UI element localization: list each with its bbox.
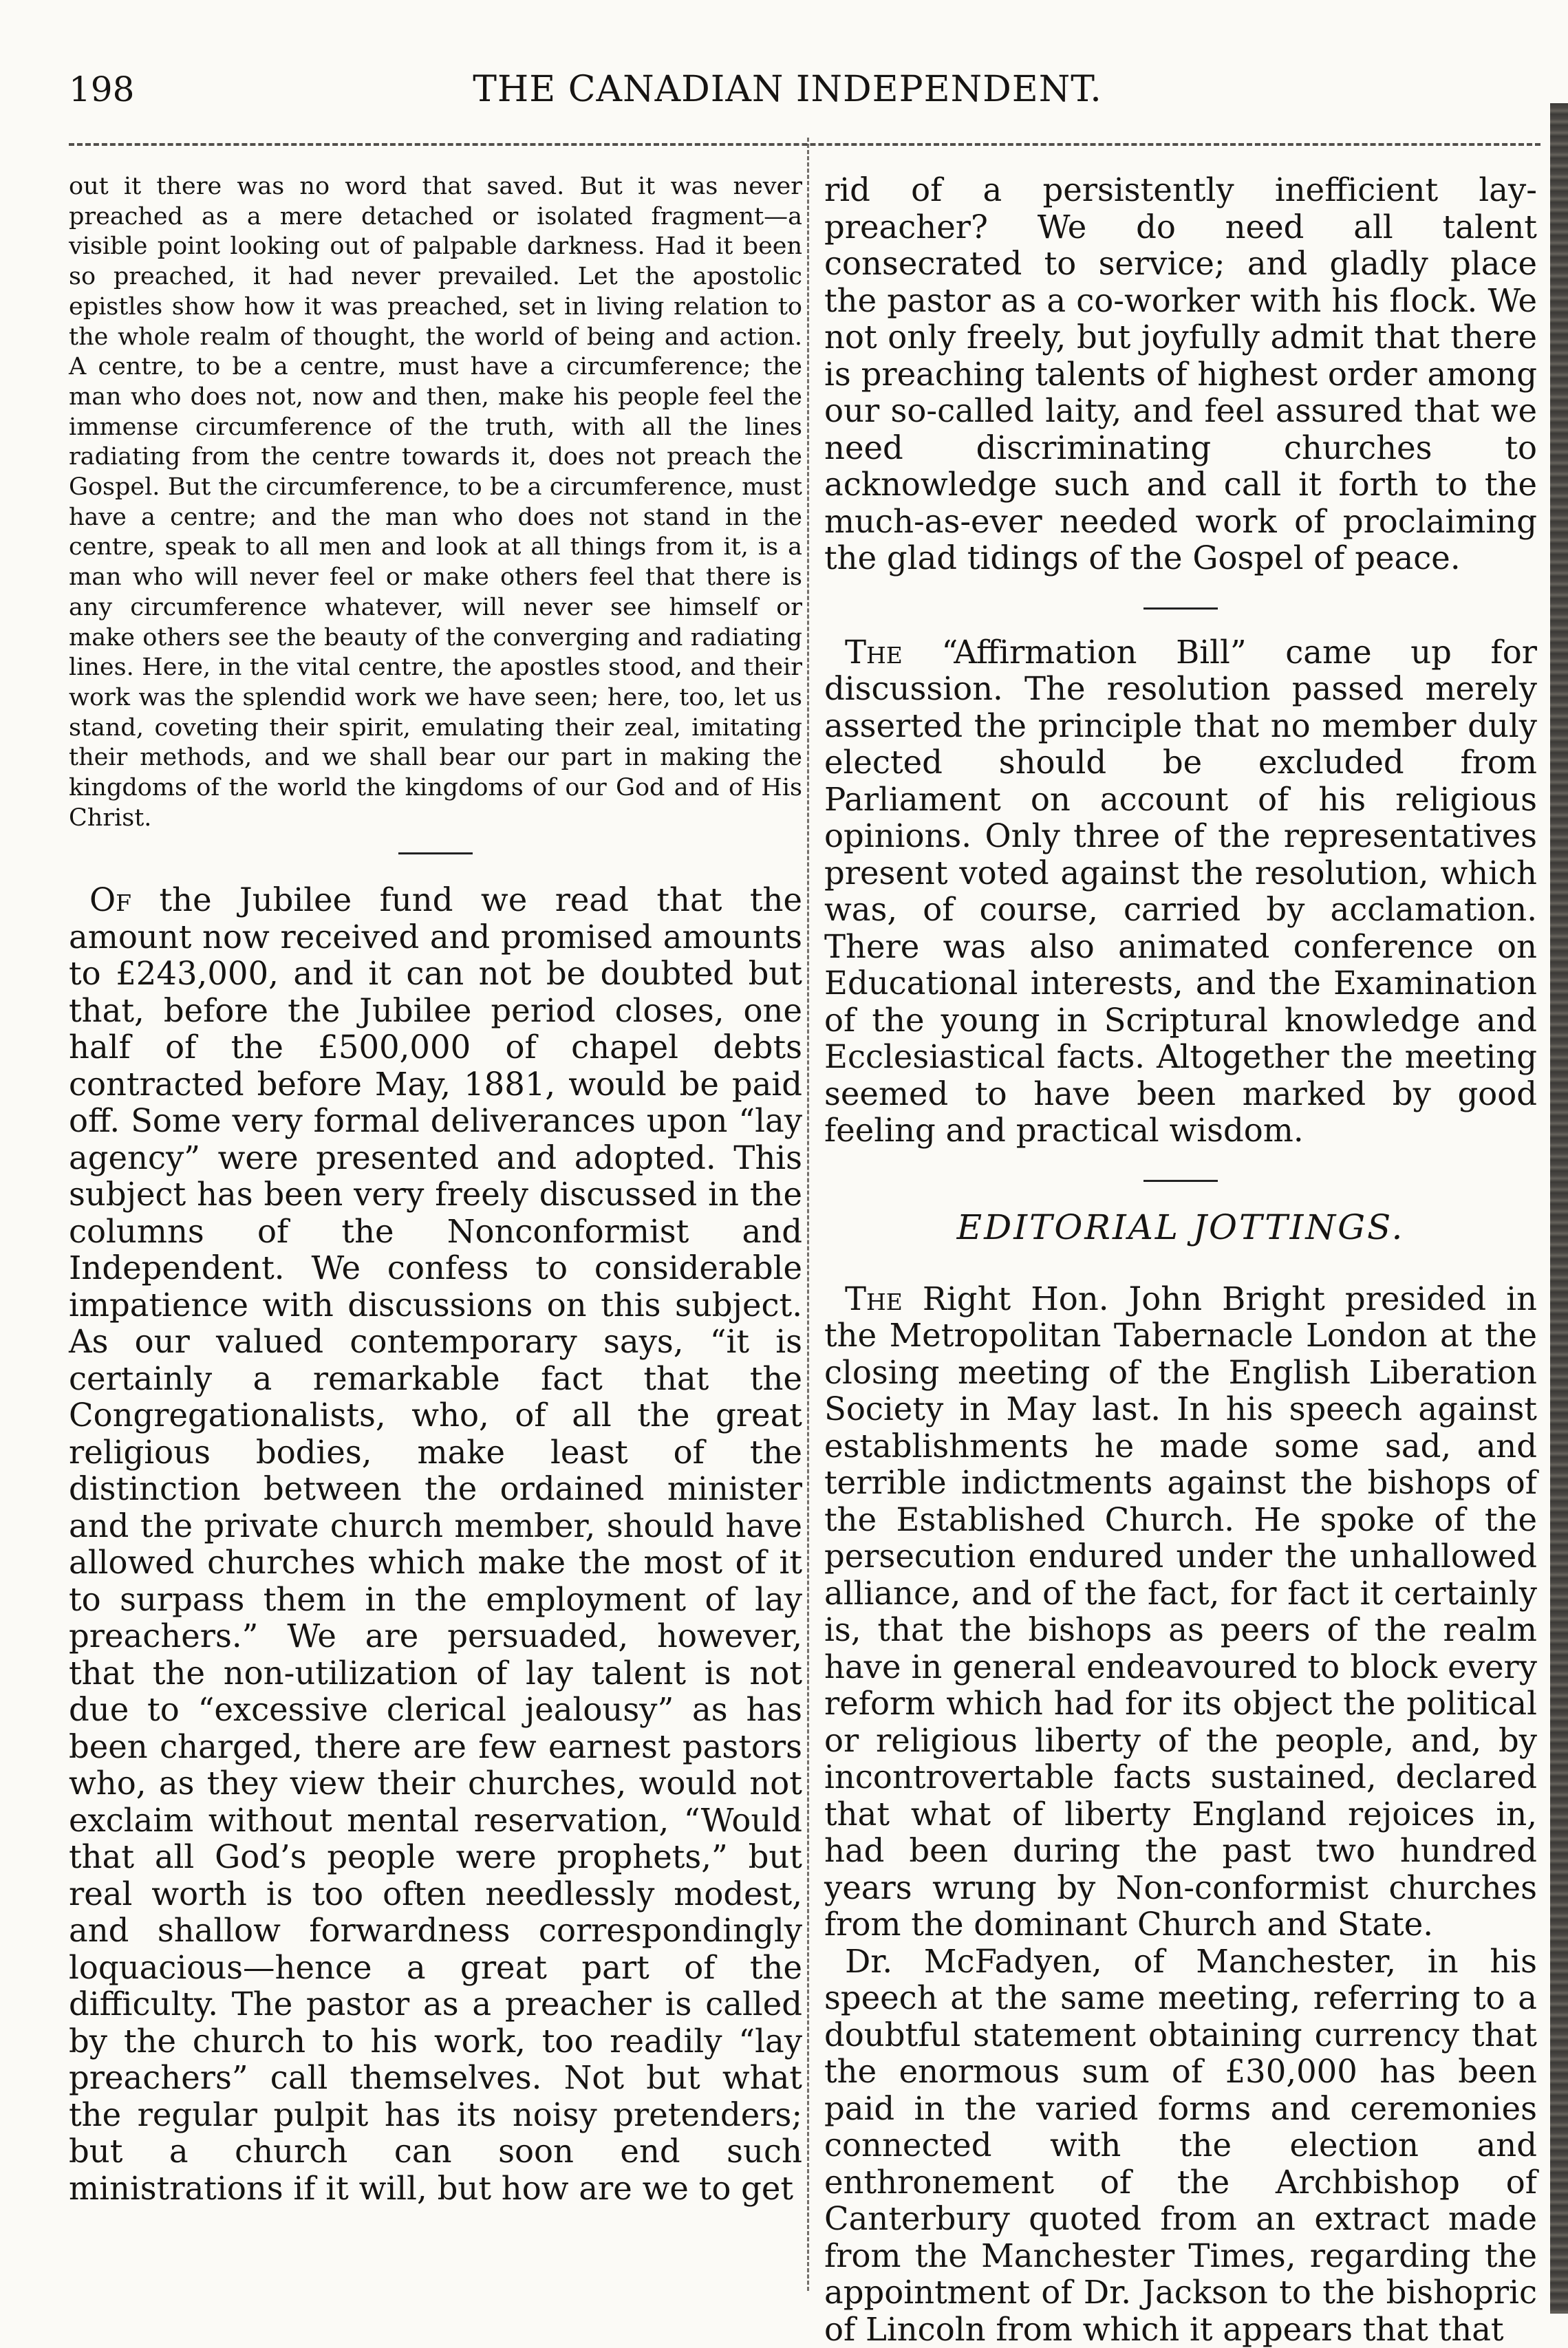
page-number: 198 [69,69,134,110]
bright-text: Right Hon. John Bright presided in the Metropolitan Tabernacle London at the closing meeting of the English Liberation Society in May last. In his speech against establishments he made some sad, and terrible indictments against the bishops of the Established Church. He spoke of the persecution endured under the unhallowed alliance, and of the fact, for fact it certainly is, that the bishops as peers of the realm have in general endeavoured to block every reform which had for its object the political or religious liberty of the people, and, by incontrovertable facts sustained, declared that what of liberty England rejoices in, had been during the past two hundred years wrung by Non-conformist churches from the dominant Church and State. [824,1280,1537,1943]
right-column [824,172,1537,2348]
page-edge-shadow [1550,103,1568,2314]
bright-paragraph [824,1281,1537,1943]
section-rule [398,852,473,854]
sermon-continuation: out it there was no word that saved. But it was never preached as a mere detached or isolated fragment—a visible point looking out of palpable darkness. Had it been so preached, it had never prevailed. Let the apostolic epistles show how it was preached, set in living relation to the whole realm of thought, the world of being and action. A centre, to be a centre, must have a circumference; the man who does not, now and then, make his people feel the immense circumference of the truth, with all the lines radiating from the centre towards it, does not preach the Gospel. But the circumference, to be a circumference, must have a centre; and the man who does not stand in the centre, speak to all men and look at all things from it, is a man who will never feel or make others feel that there is any circumference whatever, will never see himself or make others see the beauty of the converging and radiating lines. Here, in the vital centre, the apostles stood, and their work was the splendid work we have seen; here, too, let us stand, coveting their spirit, emulating their zeal, imitating their methods, and we shall bear our part in making the kingdoms of the world the kingdoms of our God and of His Christ. [69,172,802,833]
affirmation-paragraph [824,634,1537,1150]
jubilee-text: the Jubilee fund we read that the amount now received and promised amounts to £243,000, and it can not be doubted but that, before the Jubilee period closes, one half of the £500,000 of chapel debts contracted before May, 1881, would be paid off. Some very formal deliverances upon “lay agency” were presented and adopted. This subject has been very freely discussed in the columns of the Nonconformist and Independent. We confess to considerable impatience with discussions on this subject. As our valued contemporary says, “it is certainly a remarkable fact that the Congregationalists, who, of all the great religious bodies, make least of the distinction between the ordained minister and the private church member, should have allowed churches which make the most of it to surpass them in the employment of lay preachers.” We are persuaded, however, that the non-utilization of lay talent is not due to “excessive clerical jealousy” as has been charged, there are few earnest pastors who, as they view their churches, would not exclaim without mental reservation, “Would that all God’s people were prophets,” but real worth is too often needlessly modest, and shallow forwardness correspondingly loquacious—hence a great part of the difficulty. The pastor as a preacher is called by the church to his work, too readily “lay preachers” call themselves. Not but what the regular pulpit has its noisy pretenders; but a church can soon end such ministrations if it will, but how are we to get [69,881,802,2207]
section-title: EDITORIAL JOTTINGS. [824,1207,1537,1248]
jubilee-first-word: Of [89,881,131,918]
running-head: THE CANADIAN INDEPENDENT. [69,69,1506,110]
affirmation-text: “Affirmation Bill” came up for discussion. The resolution passed merely asserted the principle that no member duly elected should be excluded from Parliament on account of his religious opinions. Only three of the representatives present voted against the resolution, which was, of course, carried by acclamation. There was also animated conference on Educational interests, and the Examination of the young in Scriptural knowledge and Ecclesiastical facts. Altogether the meeting seemed to have been marked by good feeling and practical wisdom. [824,634,1537,1150]
lay-preacher-continuation: rid of a persistently inefficient lay-preacher? We do need all talent consecrated to service; and gladly place the pastor as a co-worker with his flock. We not only freely, but joyfully admit that there is preaching talents of highest order among our so-called laity, and feel assured that we need discriminating churches to acknowledge such and call it forth to the much-as-ever needed work of proclaiming the glad tidings of the Gospel of peace. [824,172,1537,577]
header-rule [69,143,1540,146]
mcfadyen-paragraph: Dr. McFadyen, of Manchester, in his speech at the same meeting, referring to a doubtful statement obtaining currency that the enormous sum of £30,000 has been paid in the varied forms and ceremonies connected with the election and enthronement of the Archbishop of Canterbury quoted from an extract made from the Manchester Times, regarding the appointment of Dr. Jackson to the bishopric of Lincoln from which it appears that that [824,1943,1537,2348]
section-rule [1143,607,1218,610]
jubilee-paragraph [69,882,802,2207]
affirmation-first-word: The [845,634,903,671]
page-header [69,69,1506,131]
column-divider [807,138,809,2291]
section-rule [1143,1180,1218,1182]
bright-first-word: The [845,1280,903,1317]
left-column [69,172,802,2207]
